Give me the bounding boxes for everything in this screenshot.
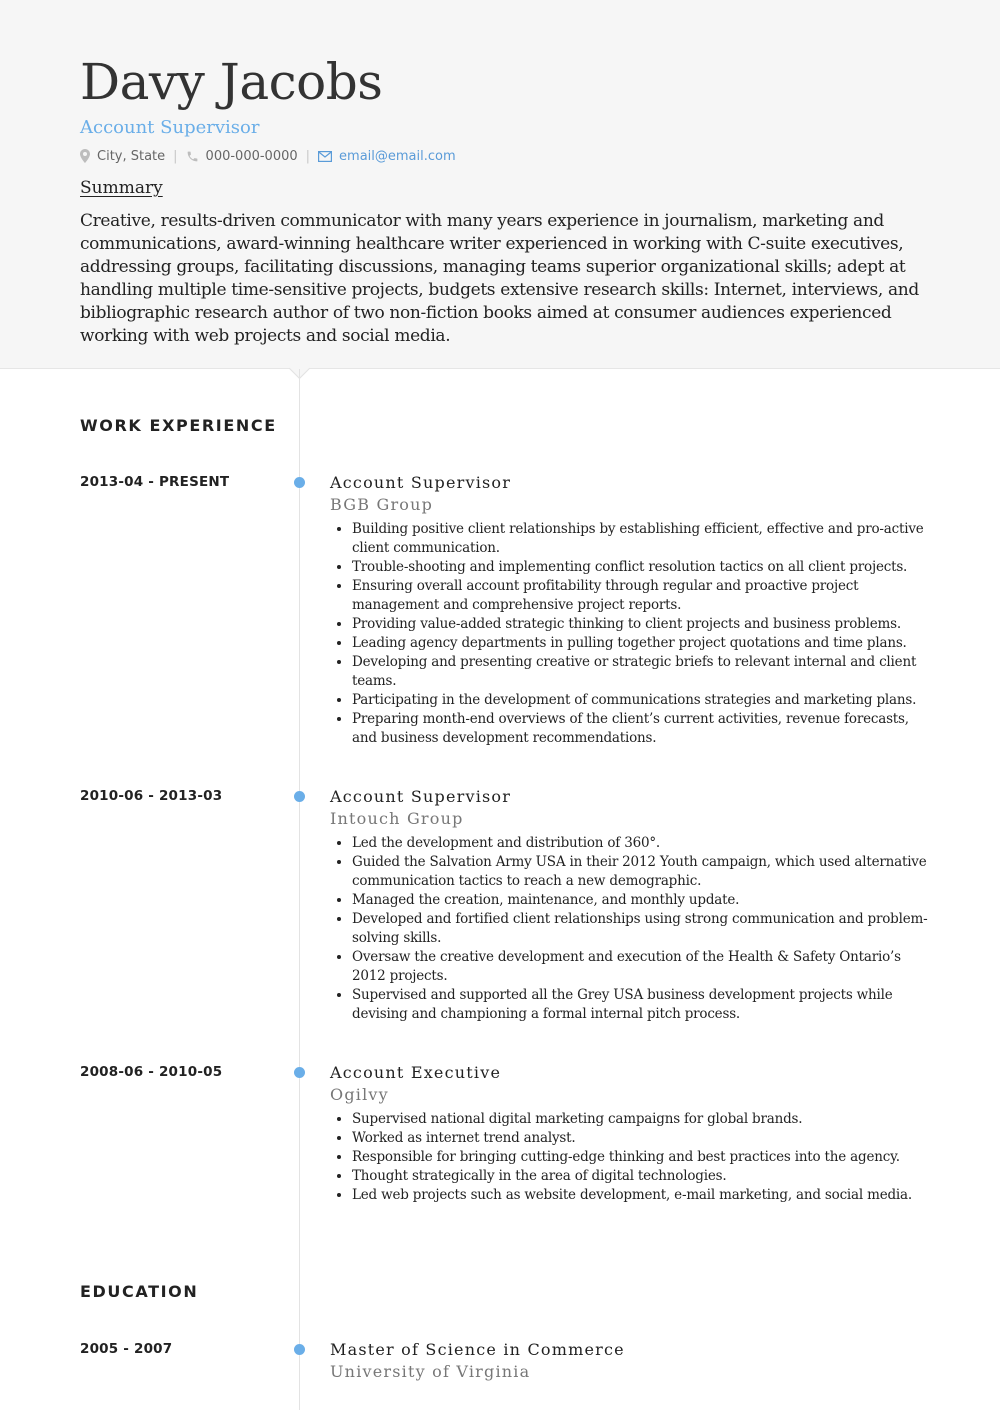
contact-row	[80, 146, 456, 166]
work-entry-date: 2010-06 - 2013-03	[80, 788, 223, 804]
work-entry-date: 2013-04 - PRESENT	[80, 474, 230, 490]
envelope-icon	[318, 151, 332, 162]
list-item: • Developing and presenting creative or strategic briefs to relevant internal and client teams.	[352, 653, 930, 691]
work-entry-org: BGB Group	[330, 495, 434, 514]
list-item: • Preparing month-end overviews of the client’s current activities, revenue forecasts, and business development recommendations.	[352, 710, 930, 748]
contact-location: City, State	[97, 148, 166, 164]
list-item: • Led the development and distribution of 360°.	[352, 834, 930, 853]
list-item: • Developed and fortified client relationships using strong communication and problem-solving skills.	[352, 910, 930, 948]
timeline-dot	[294, 477, 305, 488]
candidate-name: Davy Jacobs	[80, 53, 383, 111]
education-entry	[330, 1339, 930, 1383]
list-item: • Ensuring overall account profitability through regular and proactive project management and comprehensive project reports.	[352, 577, 930, 615]
timeline-dot	[294, 791, 305, 802]
list-item: • Providing value-added strategic thinking to client projects and business problems.	[352, 615, 930, 634]
contact-separator: |	[173, 148, 178, 164]
list-item: • Trouble-shooting and implementing conflict resolution tactics on all client projects.	[352, 558, 930, 577]
work-entry	[330, 1062, 930, 1205]
list-item: • Guided the Salvation Army USA in their 2012 Youth campaign, which used alternative communication tactics to reach a new demographic.	[352, 853, 930, 891]
work-entry-role: Account Supervisor	[330, 473, 512, 492]
list-item: • Participating in the development of communications strategies and marketing plans.	[352, 691, 930, 710]
candidate-title: Account Supervisor	[80, 117, 260, 138]
contact-phone: 000-000-0000	[205, 148, 298, 164]
education-degree: Master of Science in Commerce	[330, 1340, 625, 1359]
contact-separator: |	[305, 148, 311, 164]
phone-icon	[186, 150, 199, 163]
work-entry	[330, 472, 930, 748]
timeline-dot	[294, 1067, 305, 1078]
education-entry-date: 2005 - 2007	[80, 1341, 173, 1357]
work-entry-bullets	[330, 1110, 930, 1205]
work-entry	[330, 786, 930, 1024]
list-item: • Worked as internet trend analyst.	[352, 1129, 930, 1148]
resume-header	[0, 0, 1000, 369]
work-entry-bullets	[330, 834, 930, 1024]
summary-text: Creative, results-driven communicator with many years experience in journalism, marketing and communications, award-winning healthcare writer experienced in working with C-suite executives, addressing groups, facilitating discussions, managing teams superior organizational skills; adept at handling multiple time-sensitive projects, budgets extensive research skills: Internet, interviews, and bibliographic research author of two non-fiction books aimed at consumer audiences experienced working with web projects and social media.	[80, 211, 919, 346]
list-item: • Led web projects such as website development, e-mail marketing, and social media.	[352, 1186, 930, 1205]
list-item: • Leading agency departments in pulling together project quotations and time plans.	[352, 634, 930, 653]
list-item: • Oversaw the creative development and execution of the Health & Safety Ontario’s 2012 projects.	[352, 948, 930, 986]
timeline-line	[299, 369, 300, 1410]
timeline-dot	[294, 1344, 305, 1355]
list-item: • Responsible for bringing cutting-edge thinking and best practices into the agency.	[352, 1148, 930, 1167]
work-entry-bullets	[330, 520, 930, 748]
map-pin-icon	[80, 149, 90, 163]
list-item: • Building positive client relationships by establishing efficient, effective and pro-active client communication.	[352, 520, 930, 558]
contact-email-link[interactable]: email@email.com	[339, 148, 456, 164]
list-item: • Thought strategically in the area of digital technologies.	[352, 1167, 930, 1186]
work-entry-org: Intouch Group	[330, 809, 464, 828]
work-experience-heading: WORK EXPERIENCE	[80, 416, 277, 435]
list-item: • Supervised and supported all the Grey USA business development projects while devising and championing a formal internal pitch process.	[352, 986, 930, 1024]
list-item: • Managed the creation, maintenance, and monthly update.	[352, 891, 930, 910]
education-school: University of Virginia	[330, 1362, 531, 1381]
work-entry-role: Account Executive	[330, 1063, 502, 1082]
work-entry-role: Account Supervisor	[330, 787, 512, 806]
education-heading: EDUCATION	[80, 1282, 199, 1301]
work-entry-org: Ogilvy	[330, 1085, 389, 1104]
work-entry-date: 2008-06 - 2010-05	[80, 1064, 223, 1080]
list-item: • Supervised national digital marketing campaigns for global brands.	[352, 1110, 930, 1129]
summary-heading: Summary	[80, 178, 163, 198]
